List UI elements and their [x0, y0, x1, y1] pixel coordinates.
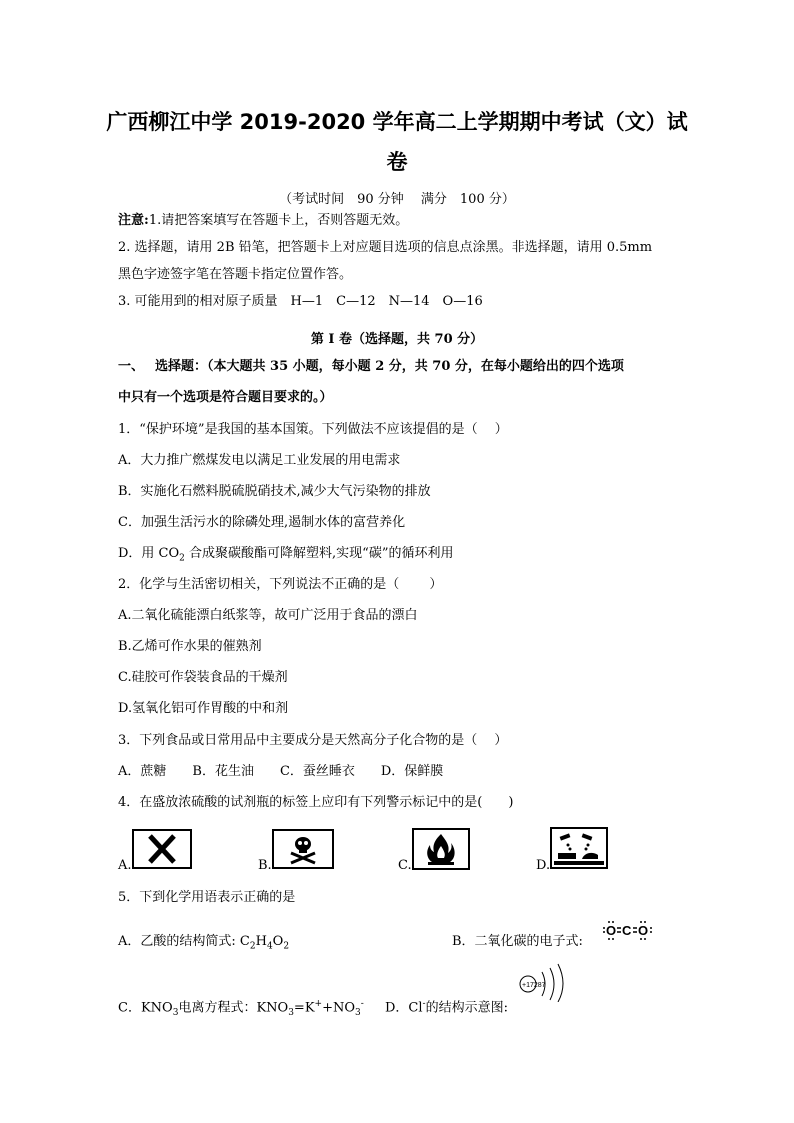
- q5-c-mid3: +NO: [322, 1000, 356, 1016]
- co2-electron-dot-icon: [603, 919, 653, 941]
- q1-option-c: C．加强生活污水的除磷处理,遏制水体的富营养化: [118, 515, 406, 530]
- q5-c-pre: C．KNO: [118, 1000, 173, 1016]
- note-1: [118, 213, 408, 229]
- section-heading-a: 一、 选择题：（本大题共 35 小题，每小题 2 分，共 70 分，在每小题给出的四个选项: [118, 359, 624, 374]
- svg-text:O: O: [606, 923, 617, 938]
- q4-label-b: B.: [258, 858, 272, 873]
- q5-c-sub1: 3: [172, 1007, 179, 1018]
- q1-option-b: B．实施化石燃料脱硫脱硝技术,减少大气污染物的排放: [118, 484, 431, 499]
- q3-stem: 3．下列食品或日常用品中主要成分是天然高分子化合物的是（ ）: [118, 733, 508, 748]
- q5-c-sup2: -: [360, 999, 364, 1009]
- q5-c-sub2: 3: [288, 1007, 294, 1018]
- q4-label-c: C.: [398, 858, 412, 873]
- q5-a-sub1: 2: [249, 941, 256, 952]
- title-line-2: 卷: [386, 150, 408, 174]
- q2-option-c: C.硅胶可作袋装食品的干燥剂: [118, 670, 288, 685]
- q5-a-mid2: O: [272, 934, 284, 949]
- q5-d-post: 的结构示意图:: [425, 1000, 508, 1016]
- q1-d-sub: 2: [179, 553, 185, 564]
- note-1-text: 1.请把答案填写在答题卡上，否则答题无效。: [148, 213, 409, 228]
- corrosive-icon: [550, 827, 608, 869]
- q1-d-pre: D．用 CO: [118, 546, 180, 561]
- exam-info: （考试时间 90 分钟 满分 100 分）: [279, 192, 515, 207]
- q3-options: A．蔗糖 B．花生油 C．蚕丝睡衣 D．保鲜膜: [118, 764, 444, 779]
- q2-option-a: A.二氧化硫能漂白纸浆等，故可广泛用于食品的漂白: [118, 608, 418, 623]
- q4-stem: 4．在盛放浓硫酸的试剂瓶的标签上应印有下列警示标记中的是( ): [118, 795, 514, 810]
- q5-c-sub3: 3: [355, 1007, 361, 1018]
- q5-d-pre: D．Cl: [385, 1000, 423, 1016]
- q5-c-mid1: 电离方程式：KNO: [178, 1000, 289, 1016]
- q5-a-sub2: 4: [266, 941, 273, 952]
- note-2a: 2. 选择题，请用 2B 铅笔，把答题卡上对应题目选项的信息点涂黑。非选择题，请用 0.5mm: [118, 240, 653, 255]
- q5-a-mid1: H: [255, 934, 267, 949]
- q2-option-d: D.氢氧化铝可作胃酸的中和剂: [118, 701, 289, 716]
- q1-stem: 1．“保护环境”是我国的基本国策。下列做法不应该提倡的是（ ）: [118, 422, 508, 437]
- q5-d-sup: -: [422, 999, 426, 1009]
- skull-crossbones-icon: [272, 829, 334, 869]
- section-heading-b: 中只有一个选项是符合题目要求的。）: [118, 390, 333, 405]
- q5-option-b: B．二氧化碳的电子式:: [452, 934, 583, 949]
- q5-a-pre: A．乙酸的结构简式: C: [118, 934, 250, 949]
- q1-d-post: 合成聚碳酸酯可降解塑料,实现“碳”的循环利用: [184, 546, 454, 561]
- note-3: 3. 可能用到的相对原子质量 H—1 C—12 N—14 O—16: [118, 294, 483, 309]
- x-hazard-icon: [132, 829, 192, 869]
- q2-option-b: B.乙烯可作水果的催熟剂: [118, 639, 262, 654]
- part-title: 第 I 卷（选择题，共 70 分）: [310, 332, 484, 347]
- svg-text:C: C: [622, 923, 632, 938]
- q4-label-a: A.: [118, 858, 132, 873]
- chloride-ion-structure-diagram: [518, 962, 568, 1002]
- q5-stem: 5．下到化学用语表示正确的是: [118, 890, 296, 905]
- q1-option-d: [118, 546, 453, 567]
- q5-a-sub3: 2: [283, 941, 290, 952]
- q5-option-c: [118, 996, 364, 1021]
- svg-text:O: O: [638, 923, 649, 938]
- q5-option-a: [118, 934, 289, 955]
- q2-stem: 2．化学与生活密切相关，下列说法不正确的是（ ）: [118, 577, 443, 592]
- flame-icon: [412, 828, 470, 870]
- q5-option-d: [385, 996, 508, 1016]
- q1-option-a: A．大力推广燃煤发电以满足工业发展的用电需求: [118, 453, 401, 468]
- note-2b: 黑色字迹签字笔在答题卡指定位置作答。: [118, 267, 353, 282]
- q5-c-sup1: +: [314, 999, 323, 1009]
- q5-c-mid2: =K: [293, 1000, 315, 1016]
- q4-label-d: D.: [536, 858, 551, 873]
- title-line-1: 广西柳江中学 2019-2020 学年高二上学期期中考试（文）试: [106, 110, 688, 134]
- chloride-diagram-text: +17287: [522, 982, 546, 989]
- note-label: 注意:: [118, 213, 149, 228]
